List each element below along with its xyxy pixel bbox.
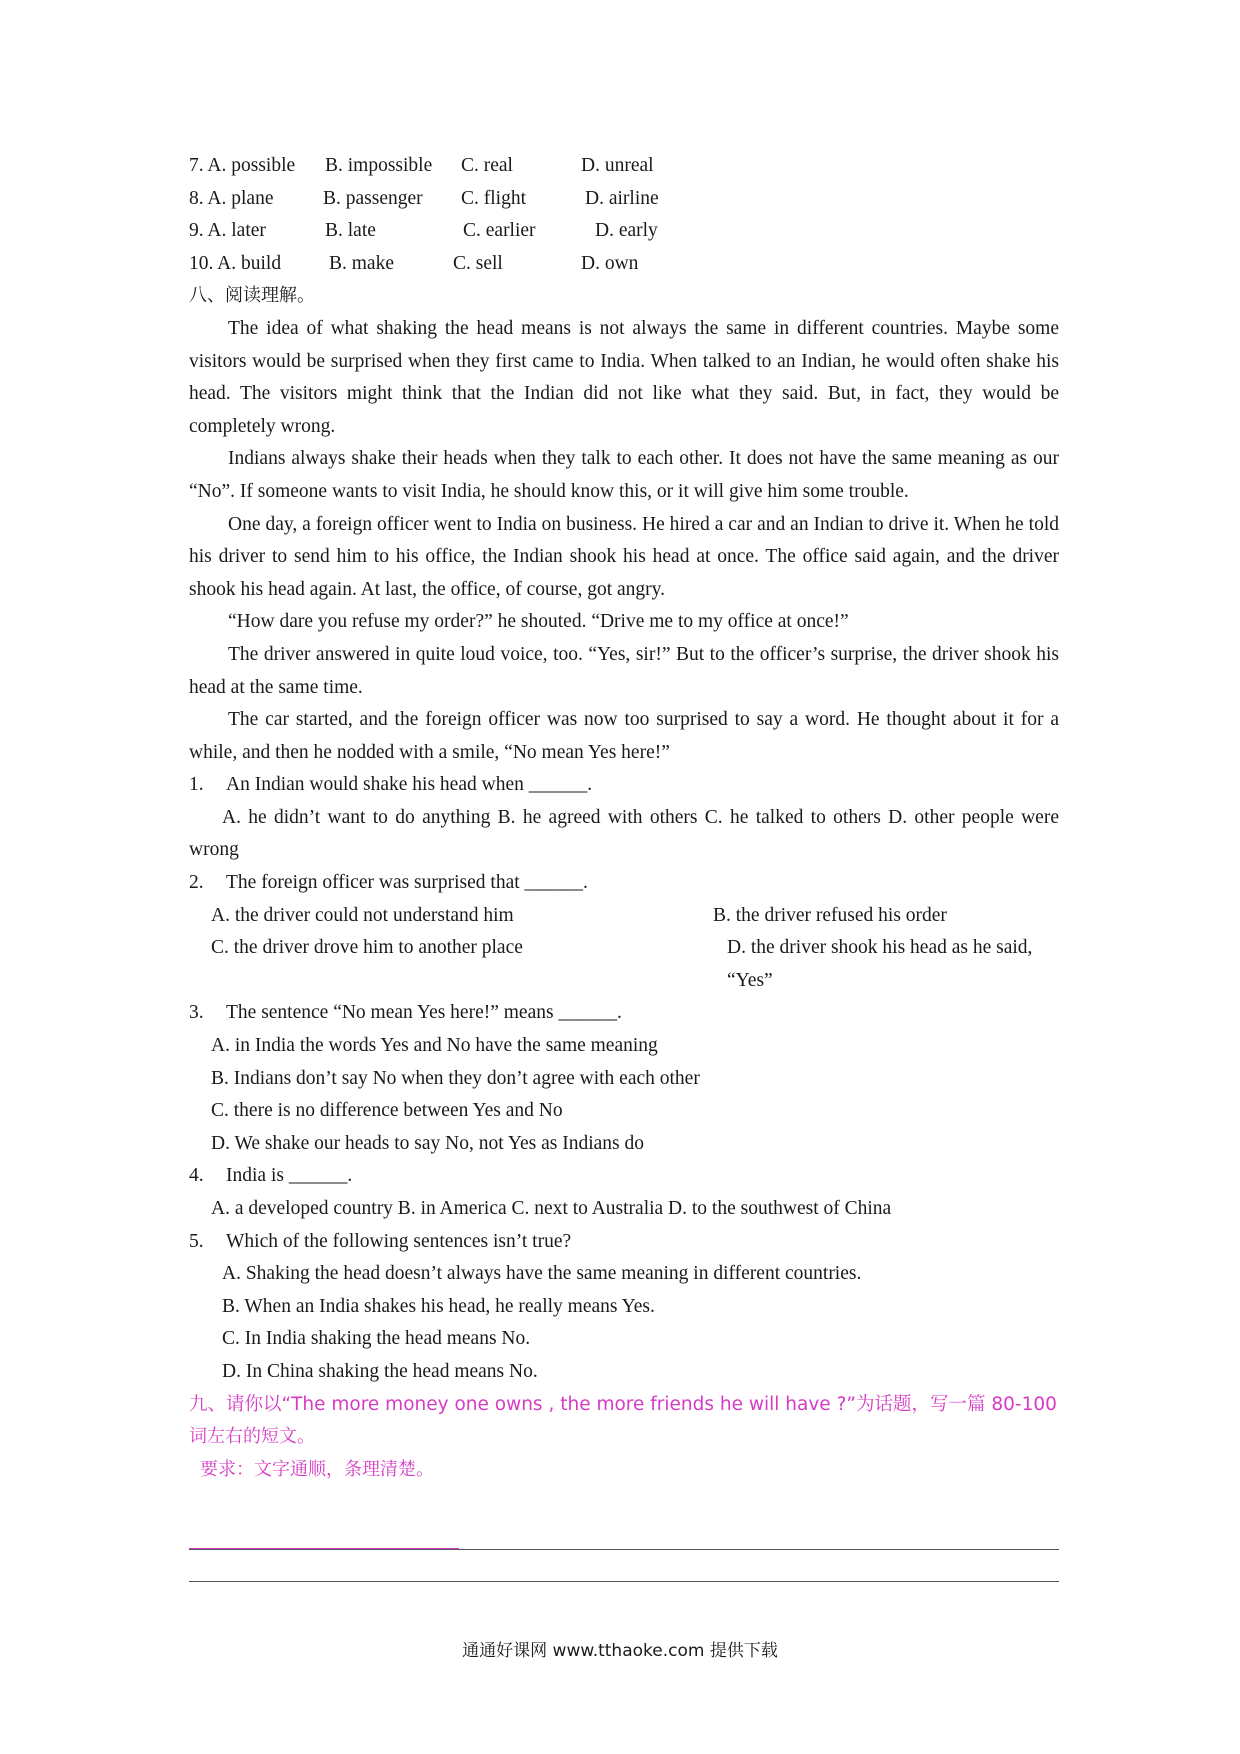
choice-c: C. the driver drove him to another place [211,937,523,959]
choice-d: D. In China shaking the head means No. [222,1360,538,1382]
choice-c: C. In India shaking the head means No. [222,1328,531,1350]
options-row-8 [189,183,1059,216]
options-row-7 [189,150,1059,183]
question-stem: Which of the following sentences isn’t true? [226,1230,572,1252]
reading-paragraph: The car started, and the foreign officer was now too surprised to say a word. He thought about it for a while, and then he nodded with a smile, “No mean Yes here!” [189,709,1059,763]
page-content [189,150,1059,1486]
question-number: 4. [189,1165,204,1187]
option-b: B. impossible [325,155,433,176]
question-4-choices: A. a developed country B. in America C. next to Australia D. to the southwest of China [211,1198,892,1219]
question-stem: An Indian would shake his head when ______. [226,774,593,796]
question-2-choices-row2 [189,932,1059,997]
question-stem: India is ______. [226,1165,353,1187]
question-2-choices-row1 [189,900,1059,933]
option-d: D. own [581,252,639,274]
choice-d: D. We shake our heads to say No, not Yes as Indians do [211,1132,644,1154]
options-row-9 [189,215,1059,248]
question-3 [189,997,1059,1030]
reading-paragraph: Indians always shake their heads when they talk to each other. It does not have the same meaning as our “No”. If someone wants to visit India, he should know this, or it will give him some trouble. [189,448,1059,502]
question-5 [189,1226,1059,1259]
question-1-choices: A. he didn’t want to do anything B. he agreed with others C. he talked to others D. other people were wrong [189,806,1059,861]
choice-b: B. When an India shakes his head, he really means Yes. [222,1295,655,1317]
option-c: C. real [461,155,513,176]
question-2 [189,867,1059,900]
option-d: D. early [595,220,658,242]
choice-c: C. there is no difference between Yes and No [211,1100,563,1122]
option-a: 8. A. plane [189,187,274,209]
option-c: C. flight [461,187,527,209]
writing-prompt-line1: 九、请你以“The more money one owns , the more friends he will have ?”为话题，写一篇 80-100 [189,1393,1057,1415]
options-row-10 [189,248,1059,281]
answer-line[interactable] [189,1581,1059,1582]
reading-paragraph: One day, a foreign officer went to India on business. He hired a car and an Indian to drive it. When he told his driver to send him to his office, the Indian shook his head at once. The office said again, and the driver shook his head again. At last, the office, of course, got angry. [189,513,1059,600]
question-4 [189,1160,1059,1193]
option-c: C. sell [453,252,503,274]
question-number: 3. [189,1002,204,1024]
option-d: D. airline [585,187,659,209]
option-b: B. passenger [323,187,423,209]
writing-prompt-line2: 词左右的短文。 [189,1426,315,1448]
question-number: 1. [189,774,204,796]
choice-b: B. Indians don’t say No when they don’t agree with each other [211,1067,700,1089]
question-stem: The foreign officer was surprised that ______. [226,872,588,894]
option-a: 7. A. possible [189,155,296,176]
option-c: C. earlier [463,220,536,242]
option-a: 9. A. later [189,220,266,242]
choice-b: B. the driver refused his order [713,904,947,926]
choice-d: D. the driver shook his head as he said, “Yes” [727,937,1033,991]
question-stem: The sentence “No mean Yes here!” means ______. [226,1002,622,1024]
option-b: B. late [325,220,376,242]
choice-a: A. Shaking the head doesn’t always have the same meaning in different countries. [222,1263,862,1285]
answer-line[interactable] [189,1549,1059,1550]
option-a: 10. A. build [189,252,282,274]
question-number: 2. [189,872,204,894]
page-footer: 通通好课网 www.tthaoke.com 提供下载 [462,1641,778,1661]
option-b: B. make [329,252,394,274]
reading-section-title: 八、阅读理解。 [189,285,315,307]
reading-paragraph: The idea of what shaking the head means is not always the same in different countries. Maybe some visitors would be surprised when they first came to India. When talked to an Indian, he would often shake his head. The visitors might think that the Indian did not like what they said. But, in fact, they would be completely wrong. [189,317,1059,437]
option-d: D. unreal [581,155,654,176]
reading-paragraph: “How dare you refuse my order?” he shouted. “Drive me to my office at once!” [228,611,849,633]
writing-requirement: 要求：文字通顺，条理清楚。 [200,1458,434,1480]
question-1 [189,769,1059,802]
choice-a: A. the driver could not understand him [211,904,514,926]
question-number: 5. [189,1230,204,1252]
answer-line-highlight [189,1548,459,1549]
reading-paragraph: The driver answered in quite loud voice, too. “Yes, sir!” But to the officer’s surprise, the driver shook his head at the same time. [189,643,1059,698]
choice-a: A. in India the words Yes and No have the same meaning [211,1035,658,1057]
